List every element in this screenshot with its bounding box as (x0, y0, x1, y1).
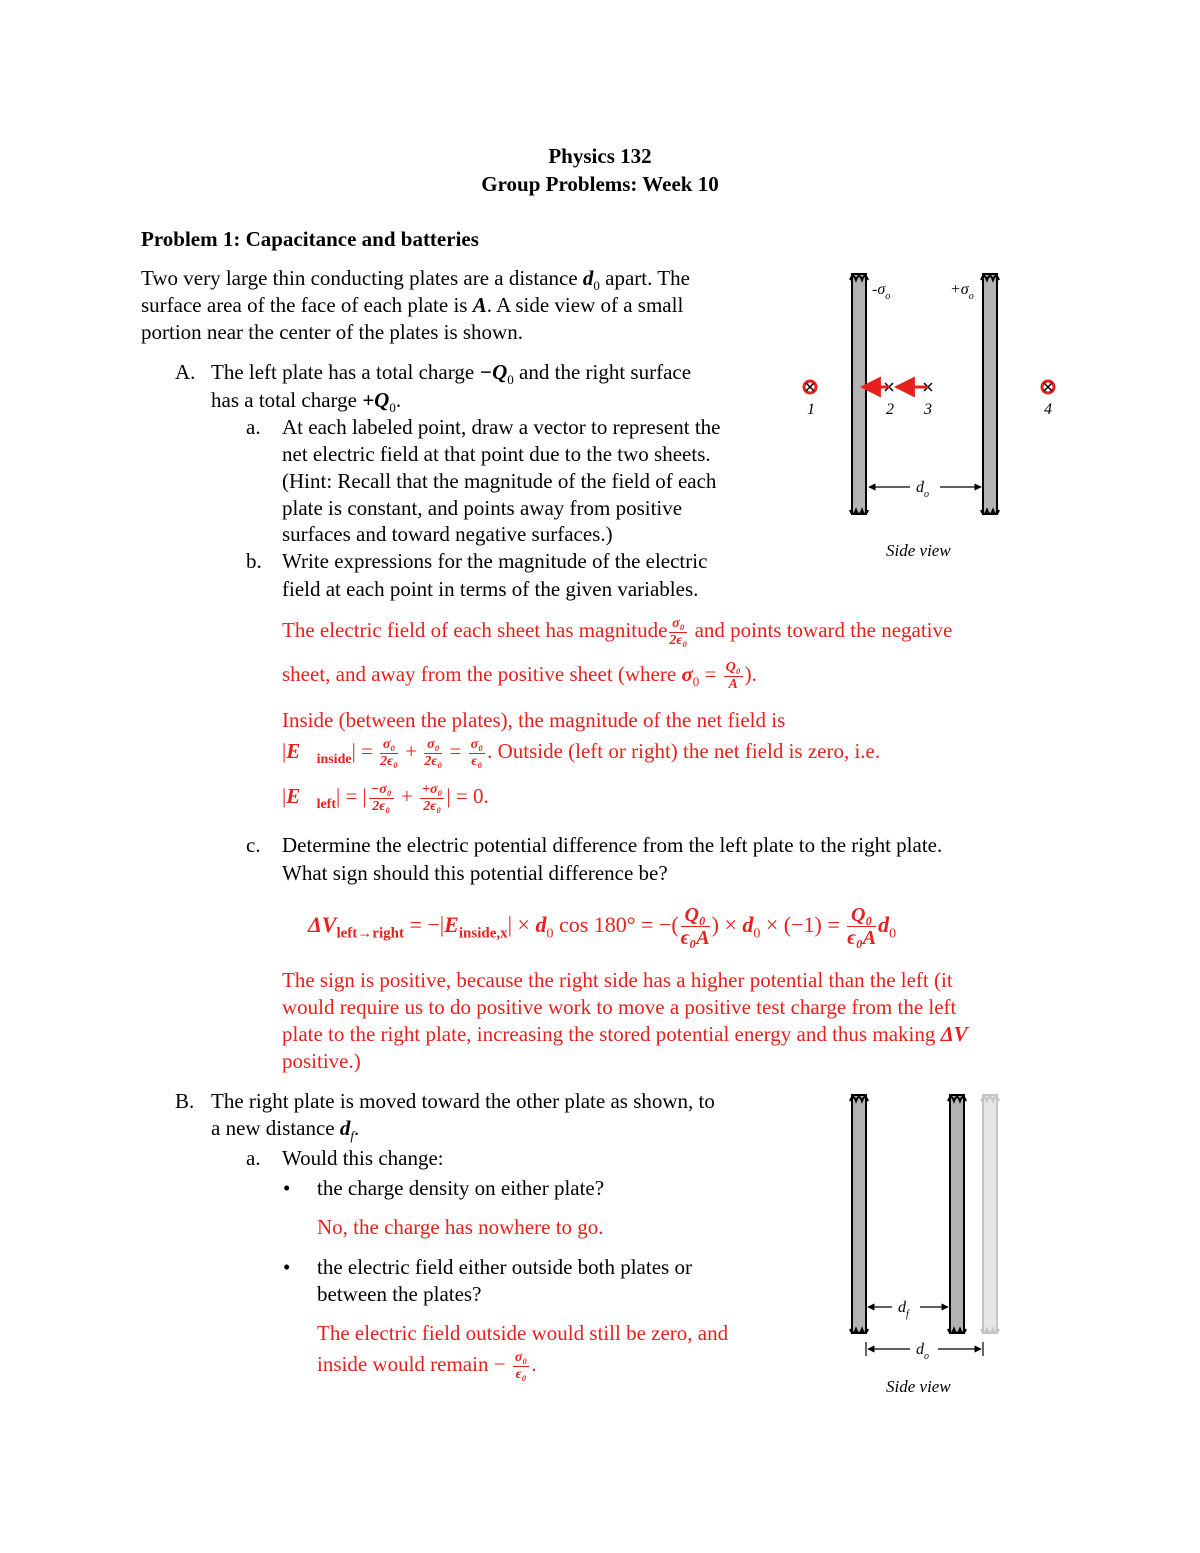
answer-c-line-3: plate to the right plate, increasing the stored potential energy and thus making ΔV (282, 1022, 968, 1046)
problem-title: Problem 1: Capacitance and batteries (141, 227, 479, 251)
figure2-caption: Side view (886, 1377, 951, 1396)
answer-b-line-3: Inside (between the plates), the magnitude of the net field is (282, 708, 786, 732)
answer-c-line-4: positive.) (282, 1049, 361, 1073)
course-title: Physics 132 (548, 144, 652, 168)
distance-d0-label: $d_o$ (916, 479, 929, 500)
original-right-plate (981, 1095, 999, 1333)
partA-b-line-2: field at each point in terms of the given variables. (282, 577, 699, 601)
partA-a-line-1: At each labeled point, draw a vector to represent the (282, 415, 721, 439)
partB-line-1: The right plate is moved toward the other plate as shown, to (211, 1089, 715, 1113)
partB-bullet-2-line-2: between the plates? (317, 1282, 482, 1306)
partA-a-line-5: surfaces and toward negative surfaces.) (282, 522, 613, 546)
point-1-label: 1 (807, 401, 815, 418)
partA-a-line-3: (Hint: Recall that the magnitude of the field of each (282, 469, 717, 493)
distance-df-label: $d_f$ (898, 1299, 909, 1320)
partB-a-text: Would this change: (282, 1146, 444, 1170)
partA-a-line-2: net electric field at that point due to the two sheets. (282, 442, 711, 466)
potential-equation: $\Delta V_{left\to right} = -|E_{inside,x}| \times d_0$ cos 180° = −( $\frac{\text{Q₀}}{\text{ϵ₀A}}$ ) × $d_0 \times (-1)$ = $\frac{\text{Q₀}}{\text{ϵ₀A}}$ $d_0$ (308, 904, 897, 950)
answer-b-line-1: The electric field of each sheet has magnitude $\frac{\text{σ₀}}{\text{2ϵ₀}}$ and points toward the negative (282, 615, 953, 648)
intro-line-1: Two very large thin conducting plates are a distance $d_0$ apart. The (141, 266, 690, 294)
partB-bullet-2-line-1: the electric field either outside both plates or (317, 1255, 692, 1279)
point-2-label: 2 (886, 401, 894, 418)
bullet-icon: • (283, 1255, 291, 1279)
partB-line-2: a new distance $d_f$. (211, 1116, 360, 1144)
answer-c-line-1: The sign is positive, because the right side has a higher potential than the left (it (282, 968, 953, 992)
partB-answer-1: No, the charge has nowhere to go. (317, 1215, 604, 1239)
capacitor-side-view-figure (790, 262, 1070, 572)
answer-b-line-2: sheet, and away from the positive sheet (where $\sigma_0$ = $\frac{\text{Q₀}}{A}$ ). (282, 659, 757, 692)
partA-line-2: has a total charge $+Q_0$. (211, 388, 402, 416)
neg-sigma-label: $-\sigma_o$ (872, 281, 891, 302)
partB-answer-2-line-1: The electric field outside would still be zero, and (317, 1321, 729, 1345)
partB-a-label: a. (246, 1146, 261, 1170)
partB-answer-2-line-2: inside would remain − $\frac{\text{σ₀}}{\text{ϵ₀}}$ . (317, 1349, 537, 1382)
left-plate (850, 1095, 868, 1333)
partA-c-line-2: What sign should this potential difference be? (282, 861, 668, 885)
page-subtitle: Group Problems: Week 10 (481, 172, 719, 196)
partA-c-line-1: Determine the electric potential difference from the left plate to the right plate. (282, 833, 943, 857)
partB-bullet-1: the charge density on either plate? (317, 1176, 605, 1200)
right-plate (981, 274, 999, 514)
point-4-label: 4 (1044, 401, 1052, 418)
partA-label: A. (175, 360, 196, 384)
intro-line-3: portion near the center of the plates is shown. (141, 320, 523, 344)
moved-right-plate (948, 1095, 966, 1333)
intro-line-2: surface area of the face of each plate is A. A side view of a small (141, 293, 684, 317)
partA-b-label: b. (246, 549, 262, 573)
point-3-label: 3 (924, 401, 932, 418)
figure1-caption: Side view (886, 541, 951, 560)
point-4-marker (1042, 381, 1054, 393)
left-plate (850, 274, 868, 514)
answer-b-line-4: $|E⃗_{inside}|$ = $\frac{\text{σ₀}}{\text{2ϵ₀}}$ + $\frac{\text{σ₀}}{\text{2ϵ₀}}$ = $\frac{\text{σ₀}}{\text{ϵ₀}}$ . Outside (left or right) the net field is zero, i.e. (282, 736, 881, 769)
moved-plate-figure (840, 1080, 1040, 1400)
answer-c-line-2: would require us to do positive work to move a positive test charge from the left (282, 995, 957, 1019)
partA-b-line-1: Write expressions for the magnitude of the electric (282, 549, 708, 573)
partB-label: B. (175, 1089, 195, 1113)
partA-line-1: The left plate has a total charge $-Q_0$ and the right surface (211, 360, 692, 388)
pos-sigma-label: $+\sigma_o$ (950, 281, 974, 302)
bullet-icon: • (283, 1176, 291, 1200)
partA-c-label: c. (246, 833, 261, 857)
partA-a-label: a. (246, 415, 261, 439)
point-1-marker (804, 381, 816, 393)
partA-a-line-4: plate is constant, and points away from positive (282, 496, 683, 520)
answer-b-line-5: $|E⃗_{left}|$ = | $\frac{\text{−σ₀}}{\text{2ϵ₀}}$ + $\frac{\text{+σ₀}}{\text{2ϵ₀}}$ | = 0. (282, 781, 489, 814)
distance-do-label: $d_o$ (916, 1341, 929, 1362)
